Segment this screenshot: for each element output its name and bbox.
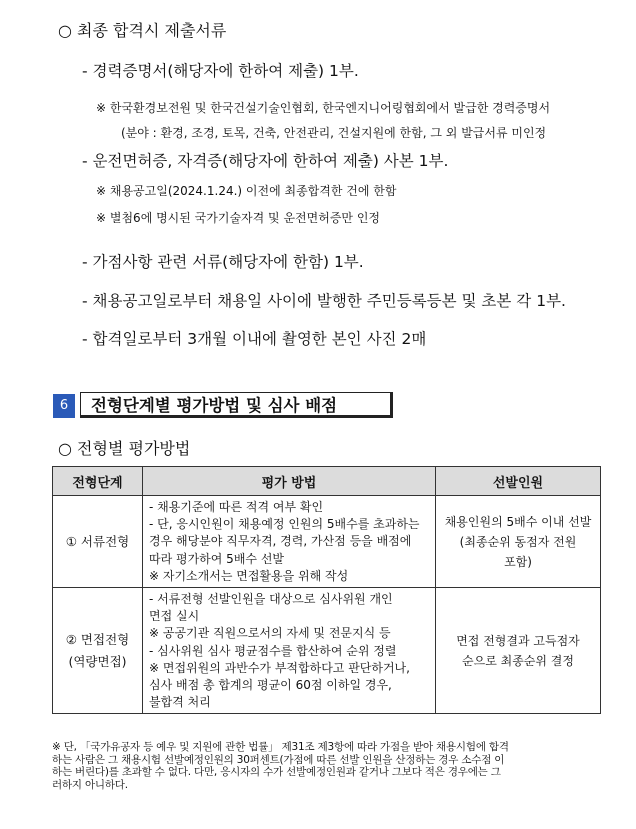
selection-line: 채용인원의 5배수 이내 선발 [444, 514, 592, 529]
selection-cell [436, 588, 601, 714]
column-header: 선발인원 [436, 467, 601, 496]
method-line: 따라 평가하여 5배수 선발 [149, 551, 284, 566]
stage-sublabel: (역량면접) [68, 653, 127, 669]
method-line: - 채용기준에 따른 적격 여부 확인 [149, 500, 324, 514]
column-header: 평가 방법 [143, 467, 436, 496]
method-line: ※ 공공기관 직원으로서의 자세 및 전문지식 등 [149, 626, 391, 641]
doc-note: ※ 채용공고일(2024.1.24.) 이전에 최종합격한 건에 한함 [96, 184, 397, 198]
section-number: 6 [53, 394, 75, 418]
table-row [53, 588, 601, 714]
method-line: ※ 면접위원의 과반수가 부적합하다고 판단하거나, [149, 660, 410, 675]
method-line: - 단, 응시인원이 채용예정 인원의 5배수를 초과하는 [149, 517, 420, 532]
selection-cell [436, 496, 601, 588]
footnote-line: 하는 사람은 그 채용시험 선발예정인원의 30퍼센트(가점에 따른 선발 인원을 산정하는 경우 소수점 이 [52, 753, 505, 766]
method-cell [143, 496, 436, 588]
selection-line: 순으로 최종순위 결정 [462, 653, 574, 668]
method-line: - 서류전형 선발인원을 대상으로 심사위원 개인 [149, 592, 393, 607]
doc-note: ※ 한국환경보전원 및 한국건설기술인협회, 한국엔지니어링협회에서 발급한 경력증명서 [96, 101, 551, 115]
column-header: 전형단계 [53, 467, 143, 496]
section-title: 전형단계별 평가방법 및 심사 배점 [80, 392, 393, 418]
method-line: 심사 배점 총 합계의 평균이 60점 이하일 경우, [149, 678, 392, 693]
doc-note: ※ 별첨6에 명시된 국가기술자격 및 운전면허증만 인정 [96, 211, 381, 225]
table-header-row [53, 467, 601, 496]
footnote [52, 741, 602, 791]
evaluation-table [52, 466, 601, 714]
method-line: 경우 해당분야 직무자격, 경력, 가산점 등을 배점에 [149, 534, 412, 549]
table-row [53, 496, 601, 588]
selection-line: (최종순위 동점자 전원 [459, 534, 577, 549]
evaluation-heading: ○ 전형별 평가방법 [58, 439, 191, 458]
method-line: - 심사위원 심사 평균점수를 합산하여 순위 정렬 [149, 643, 397, 658]
doc-item-license: - 운전면허증, 자격증(해당자에 한하여 제출) 사본 1부. [82, 152, 449, 170]
footnote-line: 러하지 아니하다. [52, 778, 128, 791]
stage-cell [53, 496, 143, 588]
selection-line: 면접 전형결과 고득점자 [456, 633, 580, 648]
footnote-line: ※ 단, 「국가유공자 등 예우 및 지원에 관한 법률」 제31조 제3항에 따라 가점을 받아 채용시험에 합격 [52, 741, 509, 753]
documents-heading: ○ 최종 합격시 제출서류 [58, 21, 227, 40]
doc-item-resident: - 채용공고일로부터 채용일 사이에 발행한 주민등록등본 및 초본 각 1부. [82, 292, 566, 310]
method-line: 면접 실시 [149, 609, 200, 624]
selection-line: 포함) [504, 554, 532, 569]
method-line: ※ 자기소개서는 면접활용을 위해 작성 [149, 568, 349, 583]
doc-note: (분야 : 환경, 조경, 토목, 건축, 안전관리, 건설지원에 한함, 그 외 발급서류 미인정 [121, 126, 547, 140]
doc-item-career: - 경력증명서(해당자에 한하여 제출) 1부. [82, 62, 359, 80]
method-cell [143, 588, 436, 714]
doc-item-bonus: - 가점사항 관련 서류(해당자에 한함) 1부. [82, 253, 364, 271]
doc-item-photo: - 합격일로부터 3개월 이내에 촬영한 본인 사진 2매 [82, 330, 427, 348]
stage-cell [53, 588, 143, 714]
method-line: 불합격 처리 [149, 695, 211, 710]
stage-label: ② 면접전형 [65, 631, 130, 647]
footnote-line: 하는 버린다)를 초과할 수 없다. 다만, 응시자의 수가 선발예정인원과 같거나 그보다 적은 경우에는 그 [52, 766, 501, 779]
stage-label: ① 서류전형 [65, 533, 130, 549]
